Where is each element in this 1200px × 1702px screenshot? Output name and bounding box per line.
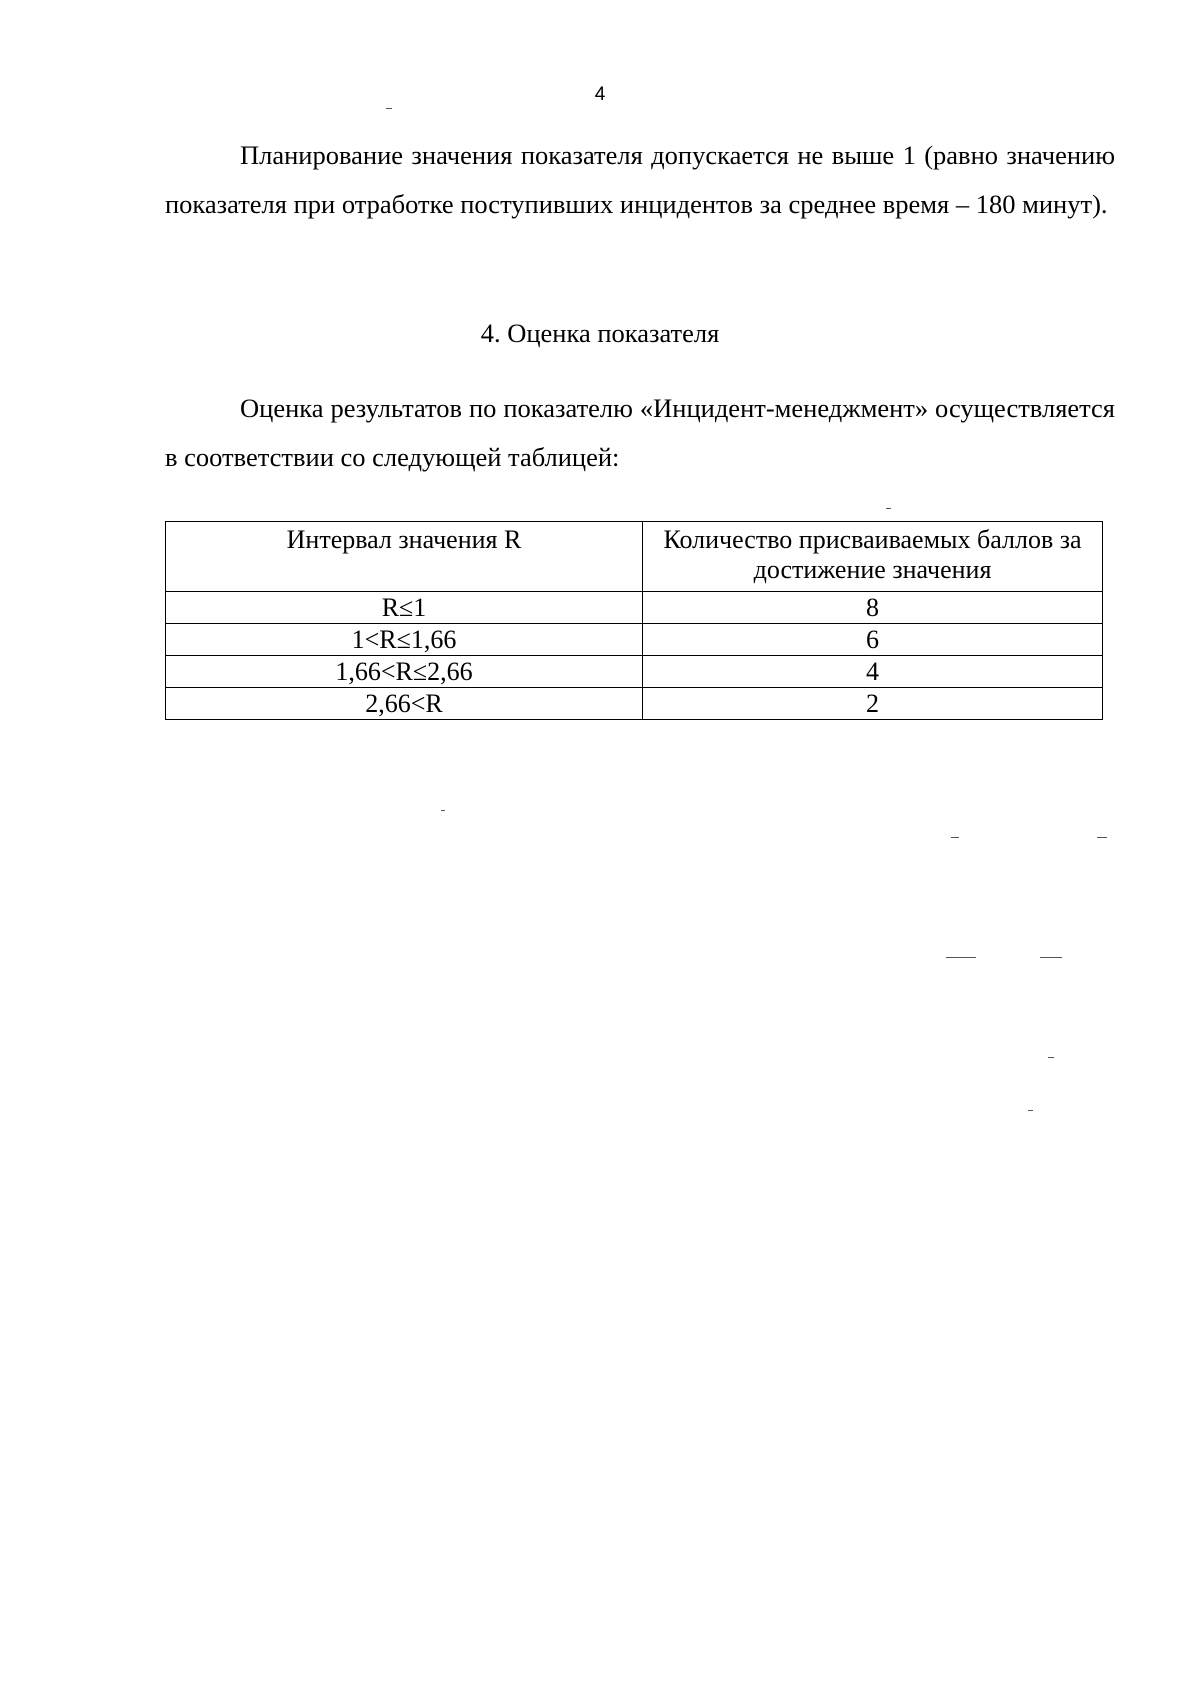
table-row bbox=[166, 656, 1103, 688]
header-points: Количество присваиваемых баллов за достижение значения bbox=[643, 522, 1103, 592]
interval-cell: 1,66<R≤2,66 bbox=[166, 656, 643, 688]
paragraph-planning: Планирование значения показателя допускается не выше 1 (равно значению показателя при отработке поступивших инцидентов за среднее время – 180 минут). bbox=[165, 140, 1115, 219]
page-number: 4 bbox=[594, 84, 606, 105]
scan-speck bbox=[951, 837, 959, 838]
score-table bbox=[165, 521, 1103, 720]
scan-speck bbox=[386, 108, 392, 109]
section-heading: 4. Оценка показателя bbox=[480, 318, 720, 348]
points-cell: 6 bbox=[643, 624, 1103, 656]
scan-speck bbox=[1097, 837, 1107, 838]
table-row bbox=[166, 688, 1103, 720]
table-row bbox=[166, 592, 1103, 624]
scan-speck bbox=[1048, 1057, 1054, 1058]
interval-cell: 2,66<R bbox=[166, 688, 643, 720]
header-interval: Интервал значения R bbox=[166, 522, 643, 592]
table-row bbox=[166, 624, 1103, 656]
scan-speck bbox=[886, 508, 891, 509]
scan-speck bbox=[1028, 1110, 1033, 1111]
scan-speck bbox=[946, 957, 976, 958]
interval-cell: R≤1 bbox=[166, 592, 643, 624]
points-cell: 2 bbox=[643, 688, 1103, 720]
scan-speck bbox=[441, 810, 445, 811]
points-cell: 4 bbox=[643, 656, 1103, 688]
points-cell: 8 bbox=[643, 592, 1103, 624]
paragraph-assessment: Оценка результатов по показателю «Инцидент-менеджмент» осуществляется в соответствии со следующей таблицей: bbox=[165, 393, 1115, 472]
table-header-row bbox=[166, 522, 1103, 592]
scan-speck bbox=[1040, 957, 1062, 958]
interval-cell: 1<R≤1,66 bbox=[166, 624, 643, 656]
